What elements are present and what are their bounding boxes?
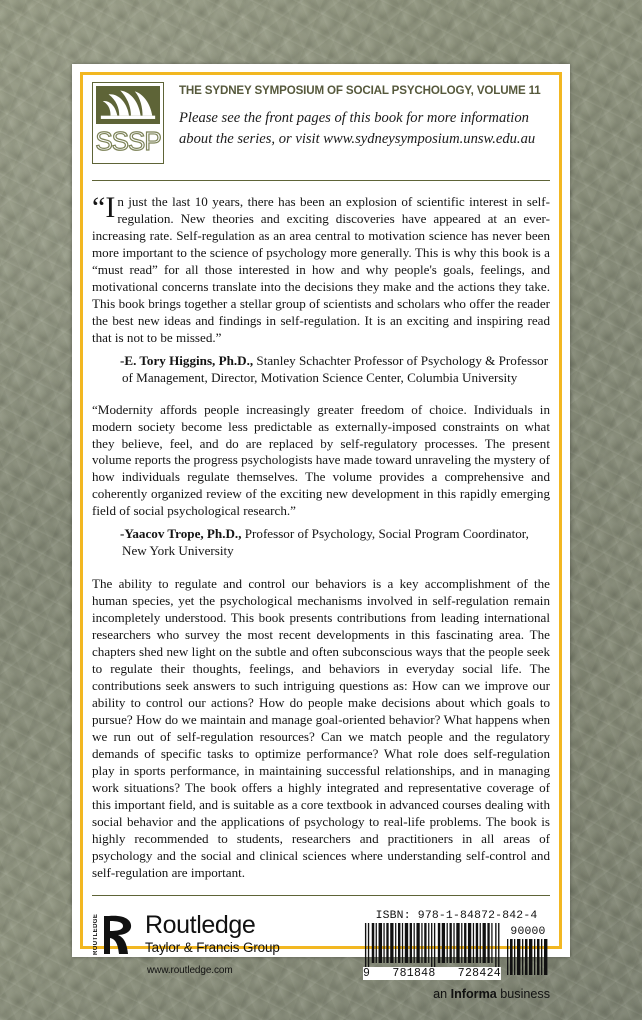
endorsement-quote-2: “Modernity affords people increasingly greater freedom of choice. Individuals in modern society become less predictable as externally-imposed constraints on what they believe, feel, and do are replaced by self-regulatory processes. The present volume reports the progress psychologists have made toward unraveling the mystery of how individuals regulate themselves. The volume provides a comprehensive and coherently organized review of the exciting new development in this rapidly emerging field of social psychological research.”	[92, 401, 550, 519]
routledge-tagline: Taylor & Francis Group	[145, 939, 280, 955]
barcode-main-bars	[363, 923, 501, 971]
routledge-url: www.routledge.com	[147, 965, 233, 977]
attribution-detail-1: Stanley Schachter Professor of Psychology & Professor of Management, Director, Motivation Science Center, Columbia University	[122, 352, 549, 385]
informa-prefix: an	[433, 987, 451, 1002]
routledge-logo	[92, 910, 280, 976]
barcode-digit-group-left: 9	[363, 967, 371, 981]
routledge-text-block	[145, 912, 280, 976]
sydney-opera-house-icon	[96, 86, 160, 124]
barcode-main-digits	[363, 967, 501, 980]
endorsement-attribution-2	[92, 525, 550, 559]
book-description: The ability to regulate and control our behaviors is a key accomplishment of the human species, yet the psychological mechanisms involved in self-regulation remain incompletely understood. This book presents contributions from leading international researchers who survey the most recent developments in this fascinating area. The chapters shed new light on the subtle and often subconscious ways that the people seek to regulate their thoughts, feelings, and behaviors in everyday social life. The contributions seek answers to such intriguing questions as: How can we improve our ability to control our actions? How do people make decisions about which goals to pursue? How do we maintain and manage goal-oriented behavior? What happens when we run out of self-regulation resources? Can we match people and the regulatory demands of specific tasks to optimize performance? What role does self-regulation play in sports performance, in maintaining successful relationships, and in managing work situations? The book offers a highly integrated and representative coverage of this important field, and is suitable as a core textbook in advanced courses dealing with social behavior and the applications of psychology to real-life problems. The book is highly recommended to students, researchers and practitioners in all areas of psychology and the social and clinical sciences where understanding self-control and self-regulation are important.	[92, 576, 550, 880]
barcode-addon-bars	[506, 939, 550, 975]
isbn-barcode-block	[363, 910, 550, 1001]
attribution-name-2: -Yaacov Trope, Ph.D.,	[120, 526, 242, 542]
barcode-digit-group-right: 728424	[457, 967, 501, 981]
sydney-opera-house-svg	[96, 86, 160, 124]
barcode-graphic-row	[363, 923, 550, 980]
attribution-name-1: -E. Tory Higgins, Ph.D.,	[120, 352, 254, 368]
series-header	[92, 82, 550, 164]
informa-business-line	[363, 987, 550, 1001]
barcode-addon-digits: 90000	[510, 926, 546, 939]
barcode-digit-group-mid: 781848	[392, 967, 436, 981]
informa-brand: Informa	[450, 987, 497, 1002]
back-cover-panel	[72, 64, 570, 1002]
routledge-mark-icon	[92, 912, 138, 958]
barcode-addon	[506, 926, 550, 980]
isbn-text: ISBN: 978-1-84872-842-4	[375, 910, 538, 923]
panel-content	[92, 82, 550, 1002]
attribution-detail-2: Professor of Psychology, Social Program Coordinator, New York University	[122, 526, 529, 559]
header-divider-rule	[92, 180, 550, 181]
endorsement-quote-1: “In just the last 10 years, there has been an explosion of scientific interest in self-regulation. New theories and exciting discoveries have appeared at an ever-increasing rate. Self-regulation as an area central to motivation science has never been more important to the science of psychology more generally. This is why this book is a “must read” for all those interested in how and why people's goals, feelings, and motivational concerns translate into the decisions they make and the actions they take. This book brings together a stellar group of scientists and scholars who offer the reader the best new ideas and findings in self-regulation. It is an exciting and inspiring read that is not to be missed.”	[92, 191, 550, 345]
series-note: Please see the front pages of this book for more information about the series, or visit www.sydneysymposium.unsw.edu.au	[179, 110, 536, 147]
series-title: THE SYDNEY SYMPOSIUM OF SOCIAL PSYCHOLOGY, VOLUME 11	[179, 84, 541, 97]
cover-footer	[92, 910, 550, 1001]
endorsement-attribution-1	[92, 352, 550, 386]
series-header-text	[179, 82, 550, 149]
barcode-main	[363, 923, 501, 980]
sssp-logo	[92, 82, 164, 164]
informa-suffix: business	[496, 987, 550, 1002]
routledge-vertical-wordmark: ROUTLEDGE	[93, 914, 99, 956]
sssp-logo-wordmark: SSSP	[95, 126, 161, 156]
routledge-name: Routledge	[145, 911, 256, 940]
footer-divider-rule	[92, 895, 550, 896]
